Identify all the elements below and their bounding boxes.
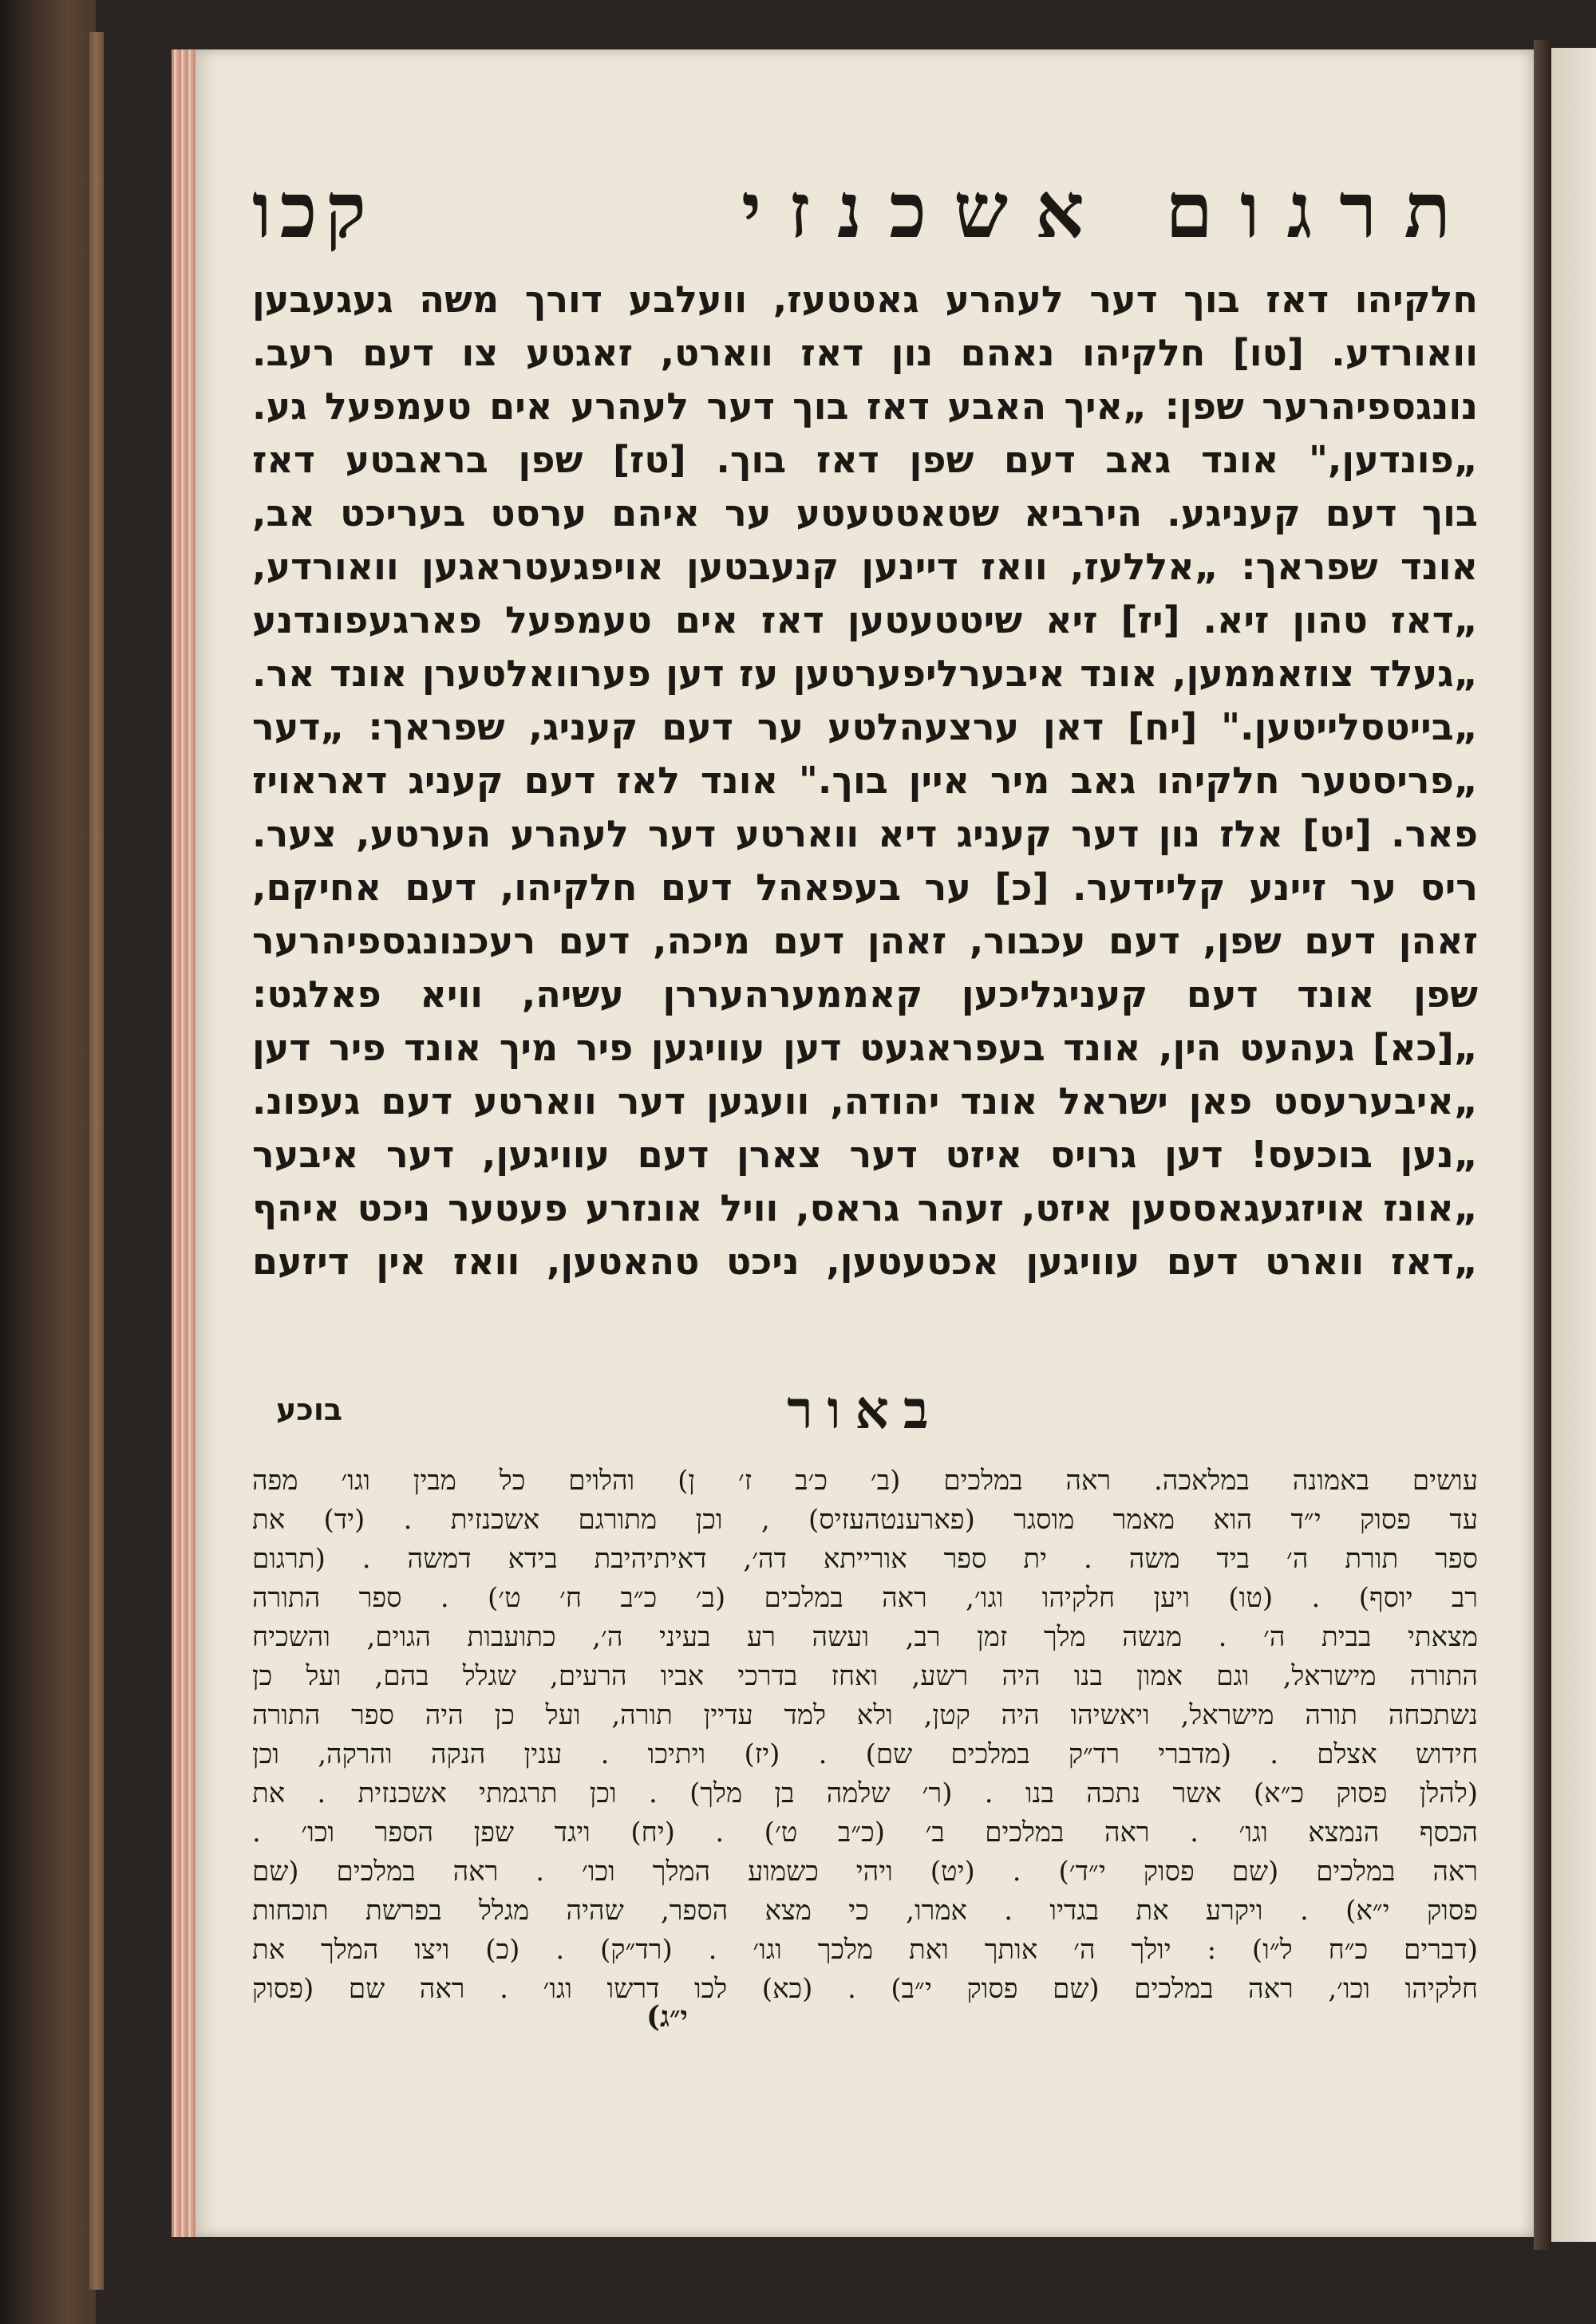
text-line: „בייטסלייטען." [יח] דאן ערצעהלטע ער דעם קעניג, שפראך: „דער bbox=[252, 705, 1478, 748]
text-line: „פריסטער חלקיהו גאב מיר איין בוך." אונד לאז דעם קעניג דאראויז bbox=[252, 759, 1478, 802]
text-line: „אונז אויזגעגאססען איזט, זעהר גראס, וויל אונזרע פעטער ניכט איהף bbox=[252, 1186, 1478, 1229]
text-line: ריס ער זיינע קליידער. [כ] ער בעפאהל דעם חלקיהו, דעם אחיקם, bbox=[252, 866, 1478, 909]
text-line: שפן אונד דעם קעניגליכען קאממערהעררן עשיה, וויא פאלגט: bbox=[252, 973, 1478, 1016]
text-line: בוך דעם קעניגע. הירביא שטאטטעטע ער איהם ערסט בעריכט אב, bbox=[252, 491, 1478, 535]
book-cover-left bbox=[0, 0, 96, 2324]
commentary-line: ראה במלכים (שם פסוק י״ד׳) . (יט) ויהי כשמוע המלך וכו׳ . ראה במלכים (שם bbox=[252, 1856, 1478, 1888]
page-header bbox=[252, 158, 1478, 262]
commentary-title: באור bbox=[787, 1378, 943, 1441]
text-line: „געלד צוזאממען, אונד איבערליפערטען עז דען פערוואלטערן אונד אר. bbox=[252, 652, 1478, 695]
book-spine-edge bbox=[89, 32, 104, 2290]
page-number: קכו bbox=[252, 164, 374, 255]
facing-page-edge bbox=[1551, 48, 1596, 2242]
commentary-line: חידוש אצלם . (מדברי רד״ק במלכים שם) . (יז) ויתיכו . ענין הנקה והרקה, וכן bbox=[252, 1738, 1478, 1770]
commentary-line: עושים באמונה במלאכה. ראה במלכים (ב׳ כ׳ב ז׳ ן) והלוים כל מבין וגו׳ מפה bbox=[252, 1465, 1478, 1497]
text-line: אונד שפראך: „אללעז, וואז דיינען קנעבטען אויפגעטראגען וואורדע, bbox=[252, 545, 1478, 588]
text-line: „דאז טהון זיא. [יז] זיא שיטטעטען דאז אים טעמפעל פארגעפונדנע bbox=[252, 598, 1478, 641]
page-edges bbox=[172, 49, 197, 2237]
commentary-line: רב יוסף) . (טו) ויען חלקיהו וגו׳, ראה במלכים (ב׳ כ״ב ח׳ ט׳) . ספר התורה bbox=[252, 1582, 1478, 1614]
text-line: „פונדען," אונד גאב דעם שפן דאז בוך. [טז] שפן בראבטע דאז bbox=[252, 438, 1478, 481]
commentary-line: נשתכחה תורה מישראל, ויאשיהו היה קטן, ולא למד עדיין תורה, ועל כן היה ספר התורה bbox=[252, 1699, 1478, 1731]
text-line: „[כא] געהעט הין, אונד בעפראגעט דען עוויגען פיר מיך אונד פיר דען bbox=[252, 1026, 1478, 1069]
book-gutter bbox=[1534, 40, 1551, 2250]
commentary-line: (דברים כ״ח ל״ו) : יולך ה׳ אותך ואת מלכך וגו׳ . (רד״ק) . (כ) ויצו המלך את bbox=[252, 1934, 1478, 1966]
text-line: נונגספיהרער שפן: „איך האבע דאז בוך דער לעהרע אים טעמפעל גע. bbox=[252, 385, 1478, 428]
commentary-line: הכסף הנמצא וגו׳ . ראה במלכים ב׳ (כ״ב ט׳) . (יח) ויגד שפן הספר וכו׳ . bbox=[252, 1817, 1478, 1849]
commentary-line: חלקיהו וכו׳, ראה במלכים (שם פסוק י״ב) . (כא) לכו דרשו וגו׳ . ראה שם (פסוק bbox=[252, 1973, 1478, 2005]
text-line: חלקיהו דאז בוך דער לעהרע גאטטעז, וועלבע דורך משה געגעבען bbox=[252, 278, 1478, 321]
commentary-heading-row bbox=[252, 1378, 1478, 1442]
commentary-line: פסוק י״א) . ויקרע את בגדיו . אמרו, כי מצא הספר, שהיה מגלל בפרשת תוכחות bbox=[252, 1895, 1478, 1927]
commentary-line: מצאתי בבית ה׳ . מנשה מלך זמן רב, ועשה רע בעיני ה׳, כתועבות הגוים, והשכיח bbox=[252, 1621, 1478, 1653]
text-line: „נען בוכעס! דען גרויס איזט דער צארן דעם עוויגען, דער איבער bbox=[252, 1133, 1478, 1176]
main-text-block bbox=[252, 273, 1478, 1288]
text-line: „איבערעסט פאן ישראל אונד יהודה, וועגען דער ווארטע דעם געפונ. bbox=[252, 1079, 1478, 1123]
page-content bbox=[196, 49, 1534, 2237]
running-title: תרגום אשכנזי bbox=[741, 164, 1478, 255]
text-line: „דאז ווארט דעם עוויגען אכטעטען, ניכט טהאטען, וואז אין דיזעם bbox=[252, 1240, 1478, 1283]
commentary-line: התורה מישראל, וגם אמון בנו היה רשע, ואחז בדרכי אביו הרעים, שגלל בהם, ועל כן bbox=[252, 1660, 1478, 1692]
text-line: וואורדע. [טו] חלקיהו נאהם נון דאז ווארט, זאגטע צו דעם רעב. bbox=[252, 331, 1478, 374]
text-line: זאהן דעם שפן, דעם עכבור, זאהן דעם מיכה, דעם רעכנונגספיהרער bbox=[252, 919, 1478, 962]
commentary-line: (להלן פסוק כ״א) אשר נתכה בנו . (ר׳ שלמה בן מלך) . וכן תרגמתי אשכנזית . את bbox=[252, 1778, 1478, 1809]
commentary-line: עד פסוק י״ד הוא מאמר מוסגר (פארענטהעזיס) , וכן מתורגם אשכנזית . (יד) את bbox=[252, 1504, 1478, 1536]
commentary-block bbox=[252, 1462, 1478, 2009]
catchword: בוכע bbox=[276, 1392, 343, 1427]
text-line: פאר. [יט] אלז נון דער קעניג דיא ווארטע דער לעהרע הערטע, צער. bbox=[252, 812, 1478, 855]
commentary-line: ספר תורת ה׳ ביד משה . ית ספר אורייתא דה׳, דאיתיהיבת בידא דמשה . (תרגום bbox=[252, 1543, 1478, 1575]
commentary-last-line: י״ג) bbox=[646, 2000, 688, 2034]
